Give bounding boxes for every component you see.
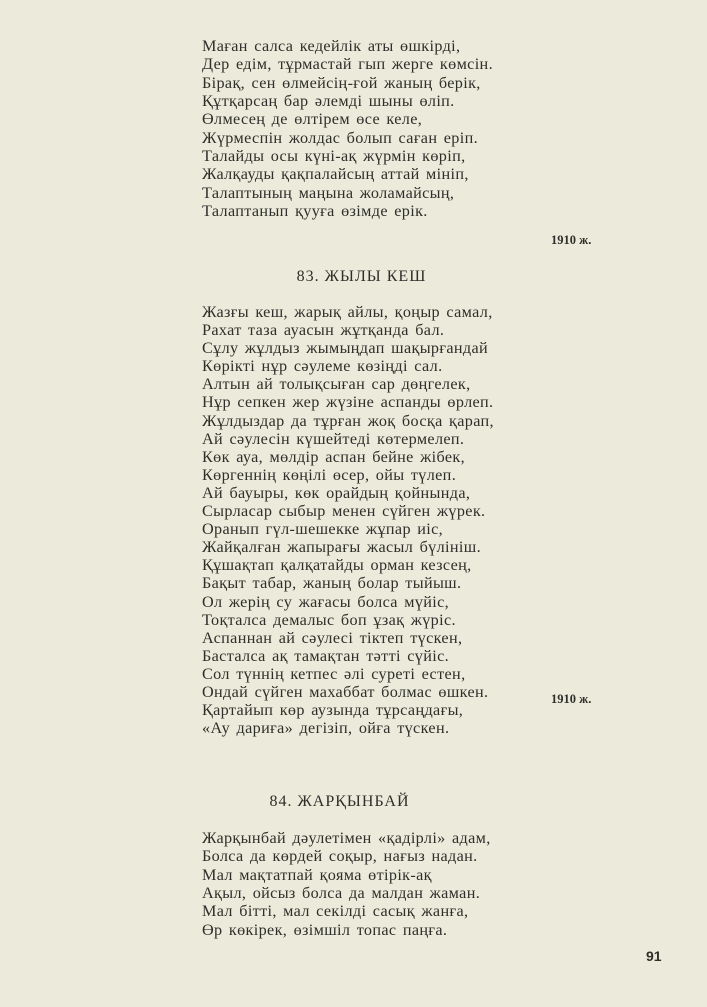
poem-line: Қартайып көр аузында тұрсаңдағы, (202, 701, 464, 720)
poem-line: Көк ауа, мөлдір аспан бейне жібек, (202, 447, 466, 466)
poem-line: Ақыл, ойсыз болса да малдан жаман. (202, 884, 481, 903)
poem-line: Құтқарсаң бар әлемді шыны өліп. (202, 92, 455, 111)
poem-line: Дер едім, тұрмастай гып жерге көмсін. (202, 55, 493, 74)
poem-82-ending (202, 37, 493, 220)
poem-line: Өр көкірек, өзімшіл топас паңға. (202, 920, 448, 939)
poem-line: Ай сәулесін күшейтеді көтермелеп. (202, 429, 465, 448)
poem-line: Ол жерің су жағасы болса мүйіс, (202, 592, 450, 611)
poem-84-title: 84. ЖАРҚЫНБАЙ (269, 793, 410, 810)
poem-line: Маған салса кедейлік аты өшкірді, (202, 37, 461, 55)
poem-line: Рахат таза ауасын жұтқанда бал. (202, 321, 445, 340)
poem-line: Сұлу жұлдыз жымыңдап шақырғандай (202, 339, 489, 358)
poem-line: Өлмесең де өлтірем өсе келе, (202, 110, 423, 129)
poem-line: Нұр сепкен жер жүзіне аспанды өрлеп. (202, 393, 494, 412)
poem-line: Оранып гүл-шешекке жұпар иіс, (202, 520, 444, 539)
poem-line: Сол түннің кетпес әлі суреті естен, (202, 664, 466, 683)
poem-line: Талаптының маңына жоламайсың, (202, 183, 455, 202)
poem-line: Тоқталса демалыс боп ұзақ жүріс. (202, 610, 456, 629)
poem-line: Жалқауды қақпалайсың аттай мініп, (202, 165, 469, 184)
poem-82-date: 1910 ж. (551, 233, 592, 247)
poem-line: Жарқынбай дәулетімен «қадірлі» адам, (202, 829, 491, 847)
poem-line: Көрікті нұр сәулеме көзіңді сал. (202, 357, 443, 376)
poem-line: «Ау дариға» дегізіп, ойға түскен. (202, 719, 450, 738)
page-number: 91 (646, 948, 662, 964)
poem-line: Ондай сүйген махаббат болмас өшкен. (202, 682, 489, 701)
poem-line: Бірақ, сен өлмейсің-ғой жаның берік, (202, 73, 481, 92)
poem-line: Басталса ақ тамақтан тәтті сүйіс. (202, 646, 450, 665)
poem-84-text (202, 829, 491, 939)
poem-line: Жүрмеспін жолдас болып саған еріп. (202, 128, 478, 147)
poem-line: Бақыт табар, жаның болар тыйыш. (202, 574, 462, 593)
poem-line: Ай бауыры, көк орайдың қойнында, (202, 483, 471, 502)
poem-line: Жайқалған жапырағы жасыл бүлініш. (202, 538, 481, 557)
poem-line: Талаптанып қууға өзімде ерік. (202, 202, 428, 221)
poem-83-text (202, 303, 494, 737)
poem-line: Аспаннан ай сәулесі тіктеп түскен, (202, 628, 463, 647)
poem-line: Жазғы кеш, жарық айлы, қоңыр самал, (202, 303, 493, 321)
poem-line: Көргеннің көңілі өсер, ойы түлеп. (202, 465, 457, 484)
poem-line: Құшақтап қалқатайды орман кезсең, (202, 556, 472, 575)
poem-line: Жұлдыздар да тұрған жоқ босқа қарап, (202, 411, 494, 430)
poem-line: Талайды осы күні-ақ жүрмін көріп, (202, 147, 466, 166)
poem-line: Алтын ай толықсыған сар дөңгелек, (202, 375, 471, 394)
poem-line: Мал мақтатпай қояма өтірік-ақ (202, 865, 432, 884)
poem-line: Болса да көрдей соқыр, нағыз надан. (202, 847, 478, 866)
poem-line: Сырласар сыбыр менен сүйген жүрек. (202, 502, 486, 521)
poem-83-title: 83. ЖЫЛЫ КЕШ (296, 268, 427, 285)
poem-line: Мал бітті, мал секілді сасық жанға, (202, 902, 469, 921)
poem-83-date: 1910 ж. (551, 692, 592, 706)
